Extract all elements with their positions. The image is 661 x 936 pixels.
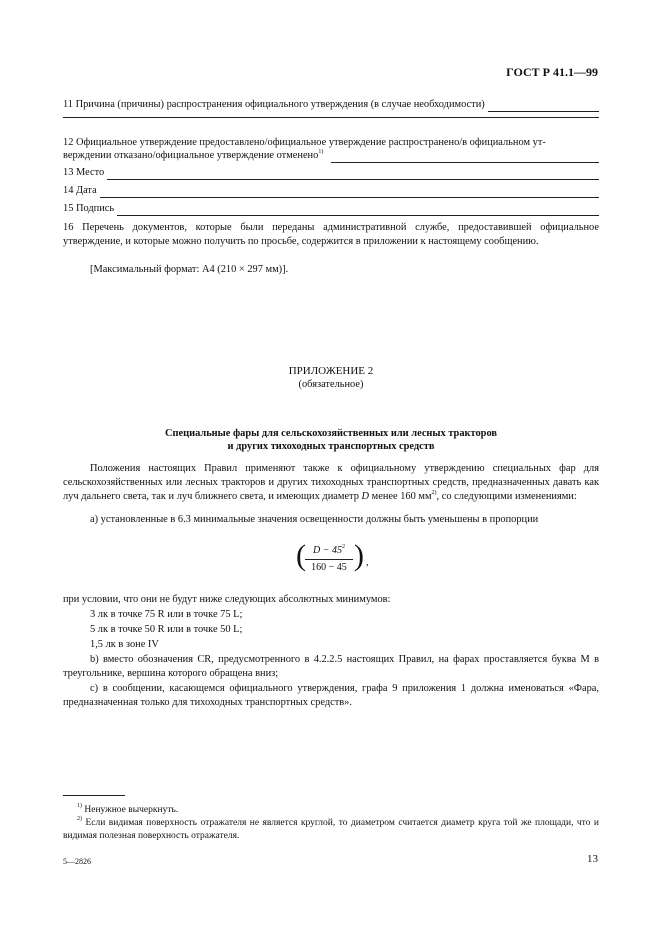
page-number: 13 [587, 853, 598, 865]
minimum-1: 3 лк в точке 75 R или в точке 75 L; [90, 609, 243, 620]
item-12-line1: 12 Официальное утверждение предоставлено/официальное утверждение распространено/в официальном ут- [63, 137, 546, 148]
item-11-label: 11 Причина (причины) распространения официального утверждения (в случае необходимости) [63, 99, 485, 110]
item-13-label: 13 Место [63, 167, 105, 178]
footnote-separator [63, 795, 125, 796]
formula-fraction-bar [305, 559, 353, 560]
minimum-3-row [63, 638, 599, 652]
intro-part3: , со следующими изменениями: [436, 491, 577, 502]
item-14-label: 14 Дата [63, 185, 97, 196]
footnote-1-mark: 1) [77, 802, 82, 809]
item-c: c) в сообщении, касающемся официального утверждения, графа 9 приложения 1 должна именоваться «Фара, предназначенная только для тихоходных транспортных средств». [63, 683, 599, 708]
annex-status: (обязательное) [298, 379, 364, 390]
minimum-2: 5 лк в точке 50 R или в точке 50 L; [90, 624, 243, 635]
footnote-1-line [63, 802, 179, 815]
proportion-formula [296, 539, 370, 574]
footnote-ref-2: 2) [431, 489, 437, 496]
item-16-text: 16 Перечень документов, которые были переданы административной службе, предоставившей официальное утверждение, и которые можно получить по просьбе, содержится в приложении к настоящему сообщению. [63, 222, 599, 247]
max-format-row [63, 263, 599, 277]
formula-left-paren: ( [296, 539, 306, 572]
formula-denominator: 160 − 45 [311, 562, 347, 573]
annex-heading-line1: Специальные фары для сельскохозяйственных или лесных тракторов [165, 428, 497, 439]
annex-intro-text [63, 462, 599, 504]
item-15-fill-line [117, 205, 599, 216]
formula-right-paren: ) [354, 539, 364, 572]
item-11-fill-line [488, 101, 599, 112]
item-a-row [63, 513, 599, 527]
item-12-line2 [63, 149, 323, 163]
footnote-2-para [63, 817, 599, 843]
annex-heading-line2: и других тихоходных транспортных средств [227, 441, 435, 452]
item-16 [63, 221, 599, 249]
item-15 [63, 202, 599, 216]
condition-text: при условии, что они не будут ниже следующих абсолютных минимумов: [63, 594, 391, 605]
standard-id: ГОСТ Р 41.1—99 [506, 65, 598, 79]
item-12-line2-row [63, 149, 599, 163]
item-13-fill-line [107, 169, 599, 180]
item-11-extra-line [63, 116, 599, 118]
item-c-row [63, 682, 599, 710]
max-format-note: [Максимальный формат: А4 (210 × 297 мм)]. [90, 264, 289, 275]
footnote-2-mark: 2) [77, 815, 82, 822]
item-13 [63, 166, 599, 180]
intro-part2: менее 160 мм [369, 491, 432, 502]
footnote-1-text: Ненужное вычеркнуть. [84, 805, 179, 815]
item-12-line2-text: верждении отказано/официальное утверждение отменено [63, 150, 319, 161]
intro-var-d: D [361, 491, 370, 502]
item-12 [63, 136, 599, 150]
minimum-2-row [63, 623, 599, 637]
footnote-2 [63, 817, 599, 843]
item-a: a) установленные в 6.3 минимальные значения освещенности должны быть уменьшены в пропорции [90, 514, 539, 525]
item-12-fill-line [331, 152, 599, 163]
footnote-ref-1: 1) [318, 148, 324, 155]
condition-row [63, 593, 599, 607]
annex-intro [63, 462, 599, 504]
footnote-2-text: Если видимая поверхность отражателя не является круглой, то диаметром считается диаметр круга той же площади, что и видимая полезная поверхность отражателя. [63, 818, 600, 841]
item-b: b) вместо обозначения CR, предусмотренного в 4.2.2.5 настоящих Правил, на фарах проставляется буква М в треугольнике, вершина которого обращена вниз; [63, 654, 599, 679]
footnote-1 [63, 804, 599, 817]
minimum-3: 1,5 лк в зоне IV [90, 639, 159, 650]
annex-title: ПРИЛОЖЕНИЕ 2 [288, 365, 374, 377]
sheet-code: 5—2826 [63, 857, 91, 866]
formula-exponent: 2 [341, 543, 345, 550]
intro-part1: Положения настоящих Правил применяют также к официальному утверждению специальных фар для сельскохозяйственных или лесных тракторов и других тихоходных транспортных средств, предназначенных давать как луч дальнего света, так и луч ближнего света, и имеющих диаметр [63, 463, 599, 502]
minimum-1-row [63, 608, 599, 622]
item-b-row [63, 653, 599, 681]
item-15-label: 15 Подпись [63, 203, 115, 214]
item-14 [63, 184, 599, 198]
formula-comma: , [366, 557, 369, 568]
item-11 [63, 98, 599, 112]
item-14-fill-line [100, 187, 599, 198]
formula-numerator [305, 544, 353, 558]
formula-numerator-text: D − 45 [313, 545, 342, 556]
